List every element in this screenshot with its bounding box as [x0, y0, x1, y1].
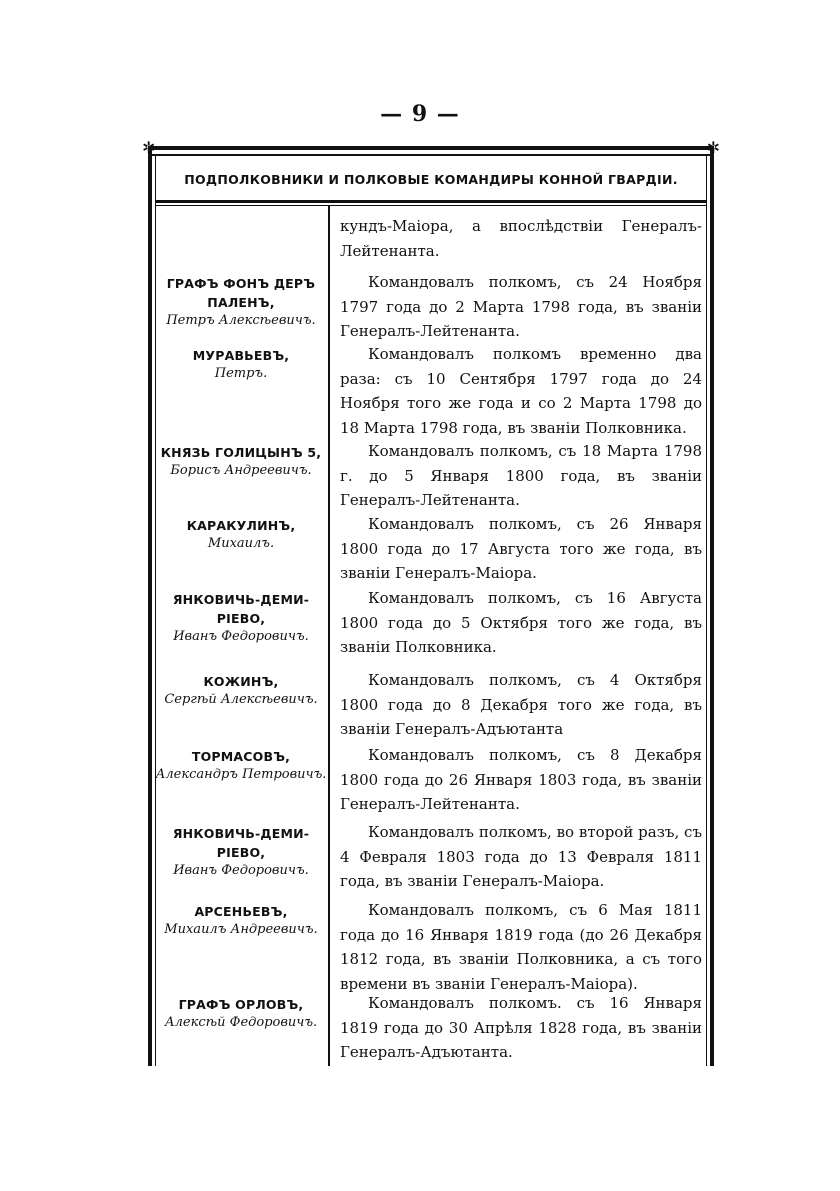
heading-rule	[156, 200, 706, 203]
surname: АРСЕНЬЕВЪ,	[194, 904, 288, 919]
entry-text: Командовалъ полкомъ, съ 8 Декабря 1800 года до 26 Января 1803 года, въ званіи Генералъ-Лейтенанта.	[340, 746, 702, 813]
entry-text: Командовалъ полкомъ, съ 6 Мая 1811 года до 16 Января 1819 года (до 26 Декабря 1812 года, въ званіи Полковника, а съ того времени въ званіи Генералъ-Маіора).	[340, 901, 702, 993]
name-cell	[154, 747, 328, 784]
surname: ГРАФЪ ФОНЪ ДЕРЪ ПАЛЕНЪ,	[166, 276, 316, 310]
page-number: — 9 —	[380, 101, 460, 127]
name-cell	[154, 516, 328, 553]
heading-rule-thin	[156, 205, 706, 206]
name-cell	[154, 995, 328, 1032]
table-frame	[142, 138, 720, 1066]
continuation-text: кундъ-Маіора, а впослѣдствіи Генералъ-Лейтенанта.	[340, 217, 702, 260]
given-name: Алексѣй Федоровичъ.	[164, 1015, 318, 1030]
given-name: Александръ Петровичъ.	[155, 767, 327, 782]
entry-text: Командовалъ полкомъ. съ 16 Января 1819 года до 30 Апрѣля 1828 года, въ званіи Генералъ-Адъютанта.	[340, 994, 702, 1061]
surname: КНЯЗЬ ГОЛИЦЫНЪ 5,	[160, 445, 322, 460]
entry-text: Командовалъ полкомъ, съ 24 Ноября 1797 года до 2 Марта 1798 года, въ званіи Генералъ-Лейтенанта.	[340, 273, 702, 340]
entry-text: Командовалъ полкомъ, съ 26 Января 1800 года до 17 Августа того же года, въ званіи Генералъ-Маіора.	[340, 515, 702, 582]
name-cell	[154, 590, 328, 646]
name-cell	[154, 274, 328, 330]
corner-ornament-icon: ✲	[706, 138, 720, 157]
entry-text: Командовалъ полкомъ, съ 4 Октября 1800 года до 8 Декабря того же года, въ званіи Генералъ-Адъютанта	[340, 671, 702, 738]
given-name: Михаилъ.	[207, 536, 275, 551]
name-cell	[154, 443, 328, 480]
surname: КОЖИНЪ,	[203, 674, 279, 689]
given-name: Борисъ Андреевичъ.	[170, 463, 312, 478]
entry-text: Командовалъ полкомъ, съ 16 Августа 1800 года до 5 Октября того же года, въ званіи Полковника.	[340, 589, 702, 656]
surname: ЯНКОВИЧЬ-ДЕМИ-РІЕВО,	[172, 592, 310, 626]
given-name: Петръ Алексѣевичъ.	[166, 313, 316, 328]
table-heading: ПОДПОЛКОВНИКИ И ПОЛКОВЫЕ КОМАНДИРЫ КОННОЙ ГВАРДІИ.	[184, 172, 678, 187]
entry-text: Командовалъ полкомъ, съ 18 Марта 1798 г. до 5 Января 1800 года, въ званіи Генералъ-Лейтенанта.	[340, 442, 702, 509]
given-name: Сергѣй Алексѣевичъ.	[164, 692, 318, 707]
name-cell	[154, 346, 328, 383]
right-border-thin	[706, 154, 707, 1066]
surname: ГРАФЪ ОРЛОВЪ,	[178, 997, 304, 1012]
name-cell	[154, 824, 328, 880]
given-name: Петръ.	[214, 366, 268, 381]
top-rule	[148, 146, 714, 150]
entry-text: Командовалъ полкомъ временно два раза: съ 10 Сентября 1797 года до 24 Ноября того же года и со 2 Марта 1798 до 18 Марта 1798 года, въ званіи Полковника.	[340, 345, 702, 437]
given-name: Иванъ Федоровичъ.	[173, 629, 309, 644]
surname: ТОРМАСОВЪ,	[191, 749, 291, 764]
top-rule-thin	[148, 154, 714, 156]
surname: ЯНКОВИЧЬ-ДЕМИ-РІЕВО,	[172, 826, 310, 860]
name-cell	[154, 902, 328, 939]
corner-ornament-icon: ✲	[142, 138, 156, 157]
left-border	[148, 146, 152, 1066]
given-name: Иванъ Федоровичъ.	[173, 863, 309, 878]
surname: МУРАВЬЕВЪ,	[192, 348, 290, 363]
right-border	[710, 146, 714, 1066]
name-cell	[154, 672, 328, 709]
entry-text: Командовалъ полкомъ, во второй разъ, съ 4 Февраля 1803 года до 13 Февраля 1811 года, въ званіи Генералъ-Маіора.	[340, 823, 702, 890]
given-name: Михаилъ Андреевичъ.	[164, 922, 318, 937]
surname: КАРАКУЛИНЪ,	[186, 518, 296, 533]
column-divider	[328, 206, 330, 1066]
